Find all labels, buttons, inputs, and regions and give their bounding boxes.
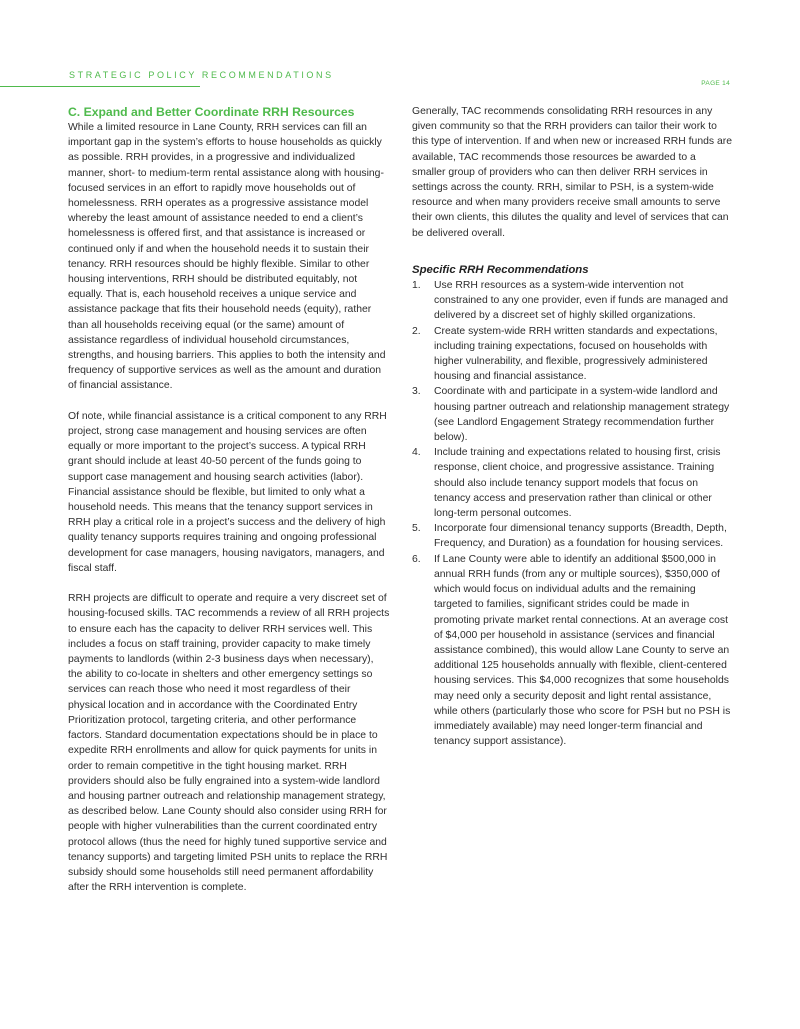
item-number: 6.: [412, 553, 421, 565]
body-paragraph: Of note, while financial assistance is a critical component to any RRH project, strong case management and housing services are often equally or more important to the project’s success. A typical RRH grant should include at least 40-50 percent of the funds going to support case management and housing search activities (labor). Financial assistance should be flexible, but limited to only what a household needs. This means that the tenancy support services in RRH play a critical role in a project’s success and the delivery of high quality tenancy supports requires training and ongoing professional development for case managers, housing navigators, managers, and fiscal staff.: [68, 410, 387, 574]
item-number: 4.: [412, 447, 421, 459]
header-divider: [0, 86, 200, 87]
recommendations-list: [412, 278, 732, 749]
item-text: Include training and expectations related to housing first, crisis response, client choice, and progressive assistance. Training should also include tenancy support models that focus on tenancy access and preservation rather than clinical or other long-term personal outcomes.: [434, 447, 721, 520]
list-item: [412, 278, 732, 324]
section-heading: C. Expand and Better Coordinate RRH Resources: [68, 105, 355, 119]
list-item: [412, 324, 732, 385]
left-column: [68, 104, 390, 911]
page-number: PAGE 14: [701, 80, 730, 87]
list-item: [412, 384, 732, 445]
item-number: 2.: [412, 325, 421, 337]
list-item: [412, 445, 732, 521]
list-item: [412, 521, 732, 551]
item-number: 3.: [412, 386, 421, 398]
recommendations-heading: Specific RRH Recommendations: [412, 263, 589, 276]
item-text: Create system-wide RRH written standards and expectations, including training expectations, focused on households with higher vulnerability, and flexible, progressively administered housing and financial assistance.: [434, 325, 718, 383]
body-paragraph: RRH projects are difficult to operate and require a very discreet set of housing-focused skills. TAC recommends a review of all RRH projects to ensure each has the capacity to deliver RRH services well. This includes a focus on staff training, provider capacity to make timely payments to landlords (within 2-3 business days when necessary), the ability to co-locate in shelters and other emergency settings so services can reach those who need it most regardless of their physical location and in accordance with the Coordinated Entry Prioritization protocol, targeting criteria, and other performance factors. Standard documentation expectations should be in place to expedite RRH enrollments and allow for quick payments for units in order to remain competitive in the tight housing market. RRH providers should also be fully engrained into a system-wide landlord and housing partner outreach and relationship management strategy, as described below. Lane County should also consider using RRH for people with higher vulnerabilities than the current coordinated entry protocol allows (thus the need for highly tuned supportive service and tenancy supports) and targeting limited PSH units to replace the RRH subsidy should some households still need permanent affordability after the RRH intervention is complete.: [68, 593, 390, 894]
list-item: [412, 552, 732, 750]
section-label: STRATEGIC POLICY RECOMMENDATIONS: [69, 70, 334, 80]
body-paragraph: While a limited resource in Lane County, RRH services can fill an important gap in the system’s efforts to house households as quickly as possible. RRH provides, in a progressive and individualized manner, short- to medium-term rental assistance along with housing-focused services in an effort to rapidly move households out of homelessness. RRH operates as a progressive assistance model whereby the least amount of assistance needed to end a client’s homelessness is offered first, and that assistance is increased or continued only if and when the household needs it to sustain their tenancy. RRH resources should be highly flexible. Similar to other housing interventions, RRH should be distributed equitably, not equally. That is, each household receives a unique service and assistance package that fits their household needs (equity), rather than all households receiving equal (or the same) amount of assistance regardless of individual household circumstances, strengths, and housing barriers. This applies to both the intensity and frequency of supportive services as well as the amount and duration of financial assistance.: [68, 122, 386, 392]
item-number: 5.: [412, 523, 421, 535]
item-number: 1.: [412, 280, 421, 292]
right-column: [412, 104, 732, 749]
item-text: If Lane County were able to identify an additional $500,000 in annual RRH funds (from any or multiple sources), $350,000 of which would focus on individual adults and the remaining targeted to families, significant strides could be made in promoting private market rental connections. At an average cost of $4,000 per household in assistance (services and financial assistance combined), this would allow Lane County to serve an additional 125 households annually with flexible, client-centered housing services. This $4,000 recognizes that some households may need only a security deposit and light rental assistance, while others (particularly those who score for PSH but no PSH is immediately available) may need longer-term financial and tenancy support assistance).: [434, 553, 731, 748]
item-text: Incorporate four dimensional tenancy supports (Breadth, Depth, Frequency, and Duration) as a foundation for housing services.: [434, 523, 727, 550]
item-text: Coordinate with and participate in a system-wide landlord and housing partner outreach and relationship management strategy (see Landlord Engagement Strategy recommendation further below).: [434, 386, 730, 444]
item-text: Use RRH resources as a system-wide intervention not constrained to any one provider, even if funds are managed and delivered by a discreet set of highly skilled organizations.: [434, 280, 729, 322]
intro-paragraph: Generally, TAC recommends consolidating RRH resources in any given community so that the RRH providers can tailor their work to this type of intervention. If and when new or increased RRH funds are available, TAC recommends those resources be awarded to a smaller group of providers who can then deliver RRH services in settings across the county. RRH, similar to PSH, is a system-wide resource and when many providers receive small amounts to serve their own clients, this dilutes the quality and level of services that can be delivered overall.: [412, 106, 732, 239]
